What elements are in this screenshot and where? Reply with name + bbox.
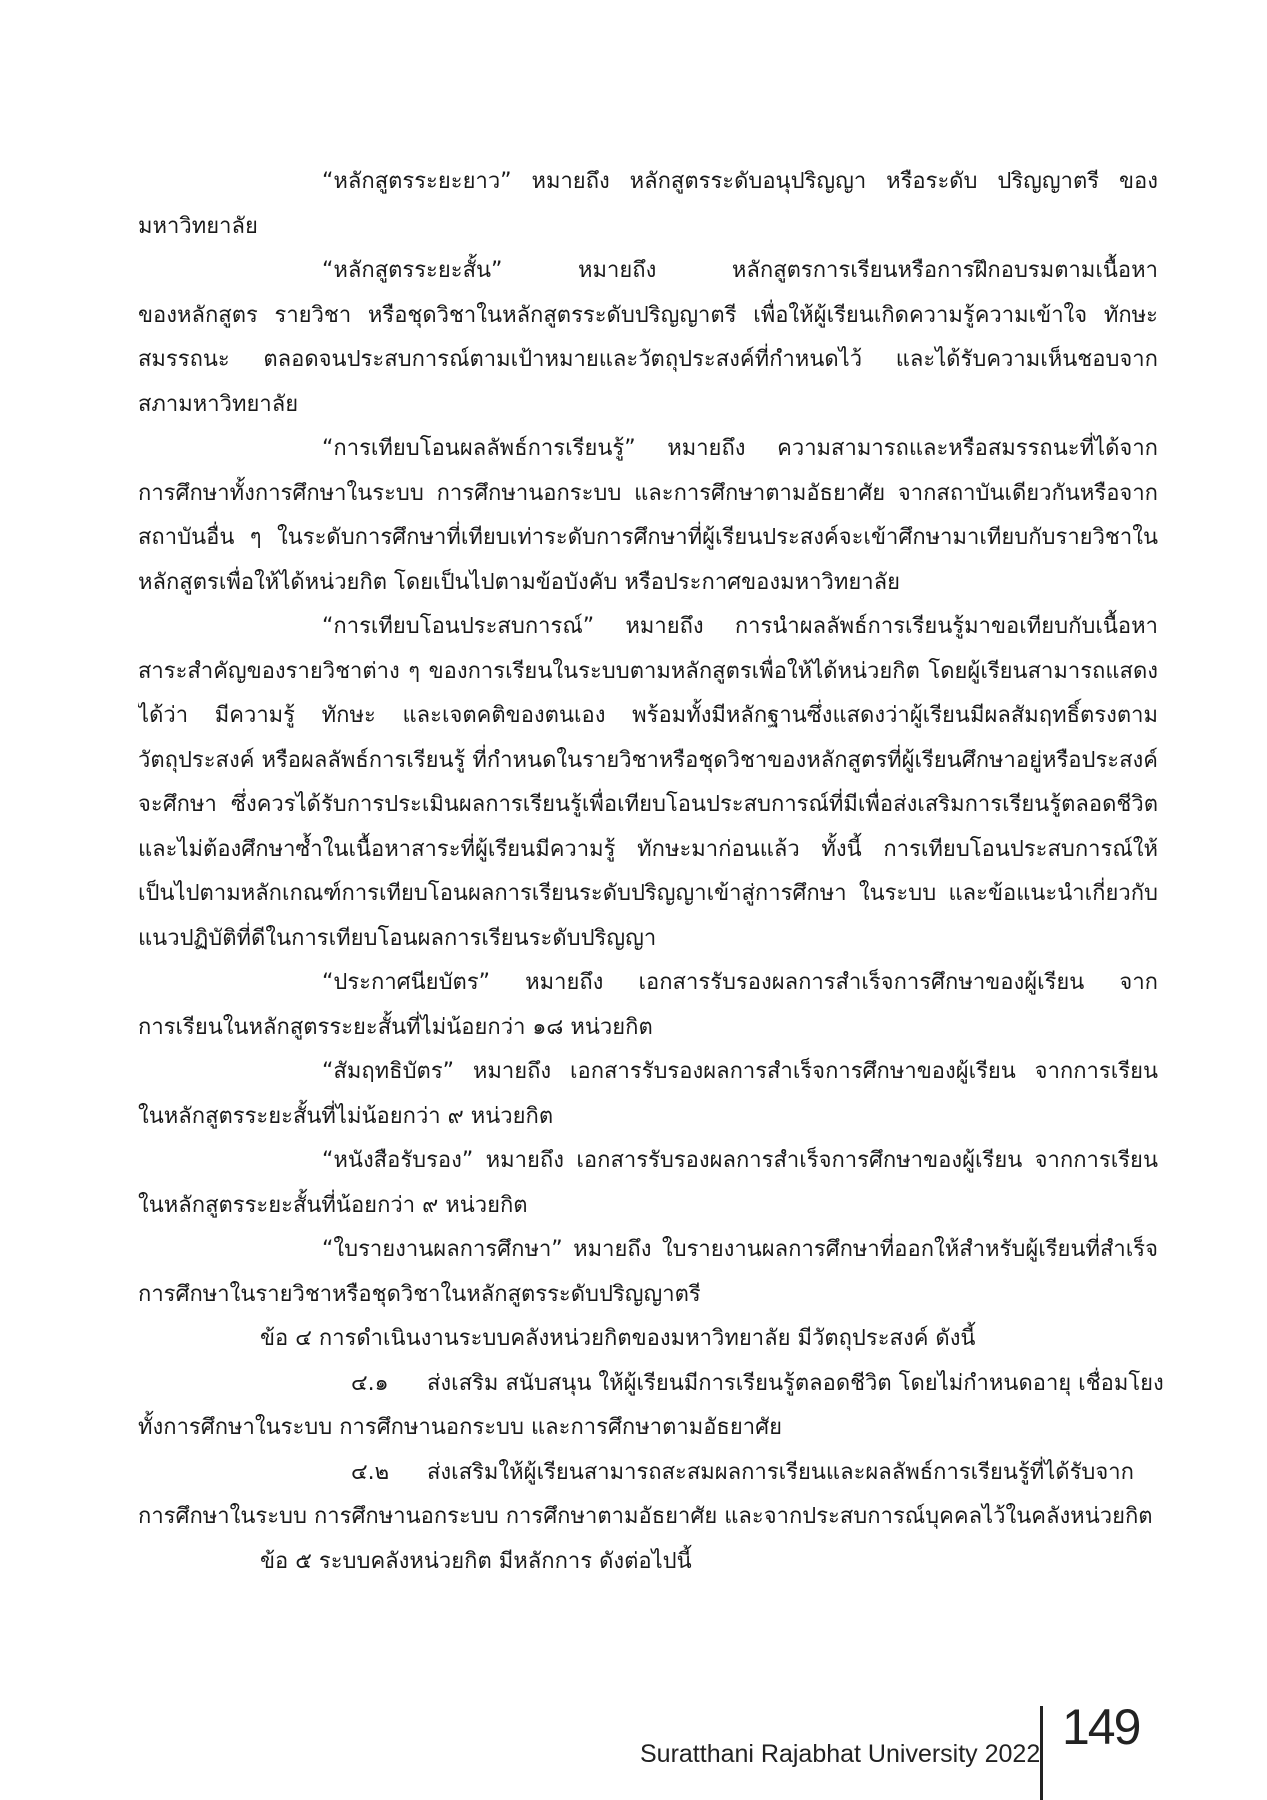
text-line: “หลักสูตรระยะยาว” หมายถึง หลักสูตรระดับอนุปริญญา หรือระดับ ปริญญาตรี ของ (322, 169, 1158, 194)
text-line: สถาบันอื่น ๆ ในระดับการศึกษาที่เทียบเท่าระดับการศึกษาที่ผู้เรียนประสงค์จะเข้าศึกษามาเทียบกับรายวิชาใน (138, 525, 1158, 550)
clause-number: ๔.๑ (351, 1370, 389, 1396)
text-line: ข้อ ๔ การดำเนินงานระบบคลังหน่วยกิตของมหาวิทยาลัย มีวัตถุประสงค์ ดังนี้ (260, 1326, 976, 1351)
clause-number: ๔.๒ (351, 1459, 390, 1485)
text-line: “การเทียบโอนผลลัพธ์การเรียนรู้” หมายถึง ความสามารถและหรือสมรรถนะที่ได้จาก (322, 436, 1158, 461)
clause-text: ส่งเสริมให้ผู้เรียนสามารถสะสมผลการเรียนและผลลัพธ์การเรียนรู้ที่ได้รับจาก (427, 1459, 1134, 1485)
text-line: การศึกษาในระบบ การศึกษานอกระบบ การศึกษาตามอัธยาศัย และจากประสบการณ์บุคคลไว้ในคลังหน่วยกิต (138, 1504, 1153, 1529)
text-line: ในหลักสูตรระยะสั้นที่น้อยกว่า ๙ หน่วยกิต (138, 1192, 528, 1218)
text-line: การศึกษาในรายวิชาหรือชุดวิชาในหลักสูตรระดับปริญญาตรี (138, 1281, 701, 1307)
text-line: หลักสูตรเพื่อให้ได้หน่วยกิต โดยเป็นไปตามข้อบังคับ หรือประกาศของมหาวิทยาลัย (138, 569, 900, 595)
text-line: วัตถุประสงค์ หรือผลลัพธ์การเรียนรู้ ที่กำหนดในรายวิชาหรือชุดวิชาของหลักสูตรที่ผู้เรียนศึกษาอยู่หรือประสงค์ (138, 747, 1158, 773)
text-line: ได้ว่า มีความรู้ ทักษะ และเจตคติของตนเอง พร้อมทั้งมีหลักฐานซึ่งแสดงว่าผู้เรียนมีผลสัมฤทธิ์ตรงตาม (138, 703, 1158, 728)
text-line: ในหลักสูตรระยะสั้นที่ไม่น้อยกว่า ๙ หน่วยกิต (138, 1103, 554, 1129)
text-line: แนวปฏิบัติที่ดีในการเทียบโอนผลการเรียนระดับปริญญา (138, 925, 657, 951)
footer-publisher: Suratthani Rajabhat University 2022 (640, 1740, 1041, 1768)
text-line: สาระสำคัญของรายวิชาต่าง ๆ ของการเรียนในระบบตามหลักสูตรเพื่อให้ได้หน่วยกิต โดยผู้เรียนสามารถแสดง (138, 658, 1158, 684)
text-line (138, 1362, 1164, 1407)
clause-text: ส่งเสริม สนับสนุน ให้ผู้เรียนมีการเรียนรู้ตลอดชีวิต โดยไม่กำหนดอายุ เชื่อมโยง (427, 1370, 1164, 1396)
body-text (138, 160, 1164, 1584)
text-line: “หลักสูตรระยะสั้น” หมายถึง หลักสูตรการเรียนหรือการฝึกอบรมตามเนื้อหา (322, 258, 1158, 283)
text-line: “ใบรายงานผลการศึกษา” หมายถึง ใบรายงานผลการศึกษาที่ออกให้สำหรับผู้เรียนที่สำเร็จ (322, 1237, 1158, 1262)
text-line: สมรรถนะ ตลอดจนประสบการณ์ตามเป้าหมายและวัตถุประสงค์ที่กำหนดไว้ และได้รับความเห็นชอบจาก (138, 347, 1158, 372)
text-line: การศึกษาทั้งการศึกษาในระบบ การศึกษานอกระบบ และการศึกษาตามอัธยาศัย จากสถาบันเดียวกันหรือจาก (138, 480, 1158, 506)
text-line: สภามหาวิทยาลัย (138, 391, 299, 417)
text-line: ข้อ ๕ ระบบคลังหน่วยกิต มีหลักการ ดังต่อไปนี้ (260, 1548, 692, 1574)
text-line: “การเทียบโอนประสบการณ์” หมายถึง การนำผลลัพธ์การเรียนรู้มาขอเทียบกับเนื้อหา (322, 614, 1158, 639)
text-line: “สัมฤทธิบัตร” หมายถึง เอกสารรับรองผลการสำเร็จการศึกษาของผู้เรียน จากการเรียน (322, 1059, 1158, 1084)
text-line (138, 1451, 1158, 1496)
text-line: ทั้งการศึกษาในระบบ การศึกษานอกระบบ และการศึกษาตามอัธยาศัย (138, 1415, 782, 1440)
text-line: “หนังสือรับรอง” หมายถึง เอกสารรับรองผลการสำเร็จการศึกษาของผู้เรียน จากการเรียน (322, 1148, 1158, 1173)
page-number: 149 (1062, 1699, 1140, 1755)
text-line: มหาวิทยาลัย (138, 213, 258, 239)
footer-divider (1040, 1706, 1043, 1800)
text-line: และไม่ต้องศึกษาซ้ำในเนื้อหาสาระที่ผู้เรียนมีความรู้ ทักษะมาก่อนแล้ว ทั้งนี้ การเทียบโอนประสบการณ์ให้ (138, 836, 1158, 862)
text-line: เป็นไปตามหลักเกณฑ์การเทียบโอนผลการเรียนระดับปริญญาเข้าสู่การศึกษา ในระบบ และข้อแนะนำเกี่ยวกับ (138, 881, 1158, 906)
text-line: การเรียนในหลักสูตรระยะสั้นที่ไม่น้อยกว่า ๑๘ หน่วยกิต (138, 1014, 653, 1040)
text-line: ของหลักสูตร รายวิชา หรือชุดวิชาในหลักสูตรระดับปริญญาตรี เพื่อให้ผู้เรียนเกิดความรู้ความเข้าใจ ทักษะ (138, 302, 1158, 328)
text-line: “ประกาศนียบัตร” หมายถึง เอกสารรับรองผลการสำเร็จการศึกษาของผู้เรียน จาก (322, 970, 1158, 995)
text-line: จะศึกษา ซึ่งควรได้รับการประเมินผลการเรียนรู้เพื่อเทียบโอนประสบการณ์ที่มีเพื่อส่งเสริมการเรียนรู้ตลอดชีวิต (138, 792, 1158, 817)
